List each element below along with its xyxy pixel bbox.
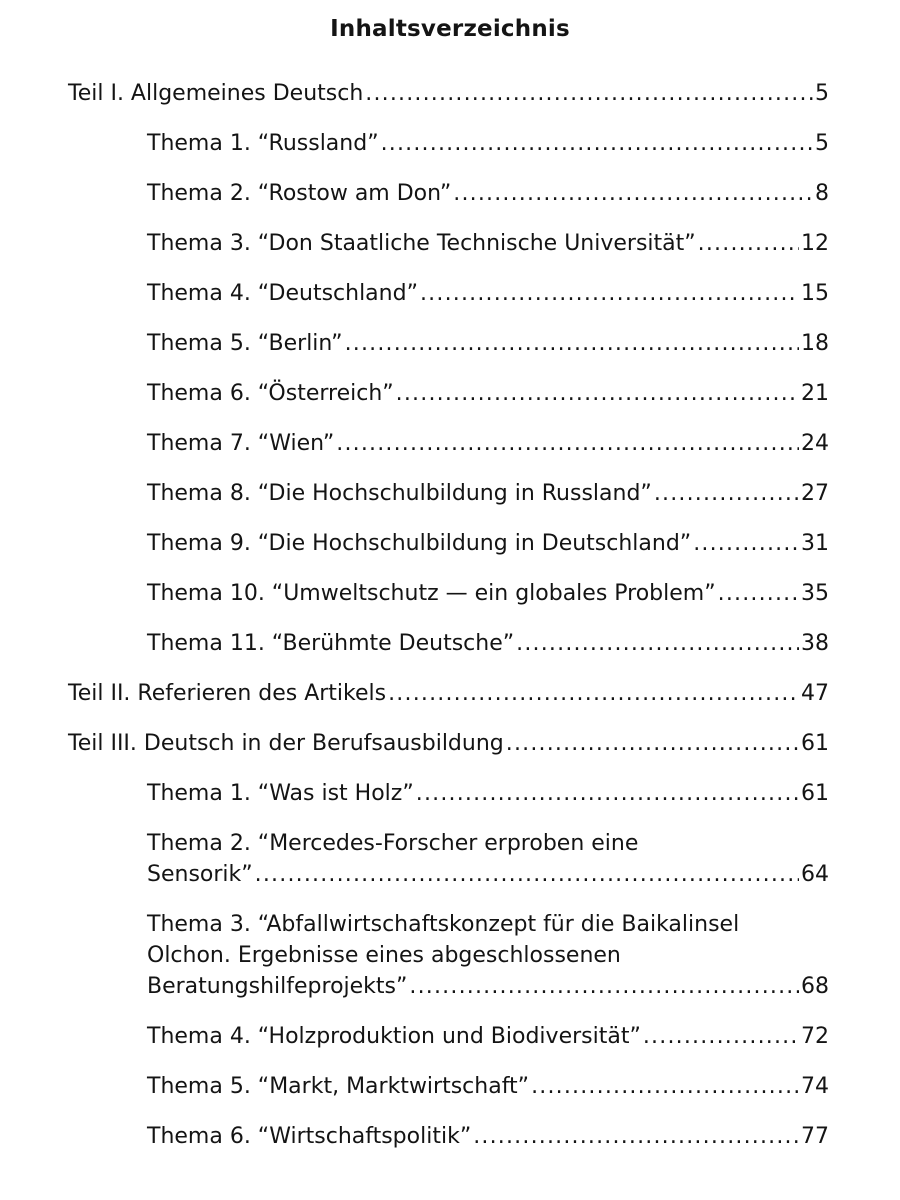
toc-page-number: 61 — [801, 781, 829, 806]
toc-entry-teil — [68, 78, 829, 109]
toc-entry-thema — [147, 909, 829, 1002]
toc-entry-line — [147, 478, 829, 509]
toc-entry-title: Thema 1. “Russland” — [147, 131, 379, 156]
dot-leader — [718, 578, 799, 609]
toc-entry-line — [147, 278, 829, 309]
toc-entry-teil — [68, 728, 829, 759]
toc-entry-thema — [147, 828, 829, 890]
page-title: Inhaltsverzeichnis — [330, 16, 570, 42]
dot-leader — [473, 1121, 799, 1152]
toc-entry-thema — [147, 178, 829, 209]
toc-entry-title-line: Thema 3. “Abfallwirtschaftskonzept für die Baikalinsel — [147, 912, 740, 937]
toc-entry-title-line: Thema 2. “Mercedes-Forscher erproben eine — [147, 831, 639, 856]
toc-page-number: 21 — [801, 381, 829, 406]
toc-entry-thema — [147, 778, 829, 809]
dot-leader — [336, 428, 799, 459]
toc-entry-thema — [147, 1021, 829, 1052]
toc-entry-thema — [147, 228, 829, 259]
dot-leader — [381, 128, 813, 159]
toc-entry-line — [147, 971, 829, 1002]
toc-entry-title: Thema 2. “Rostow am Don” — [147, 181, 452, 206]
dot-leader — [420, 278, 799, 309]
toc-entry-title: Thema 4. “Deutschland” — [147, 281, 418, 306]
toc-entry-thema — [147, 328, 829, 359]
toc-entry-line — [147, 528, 829, 559]
toc-entry-thema — [147, 578, 829, 609]
toc-entry-thema — [147, 378, 829, 409]
toc-page-number: 8 — [815, 181, 829, 206]
toc-page-number: 38 — [801, 631, 829, 656]
toc-entry-thema — [147, 478, 829, 509]
toc-entry-title: Thema 11. “Berühmte Deutsche” — [147, 631, 515, 656]
toc-entry-title: Thema 7. “Wien” — [147, 431, 335, 456]
toc-entry-title: Thema 6. “Wirtschaftspolitik” — [147, 1124, 472, 1149]
dot-leader — [506, 728, 799, 759]
toc-page-number: 61 — [801, 731, 829, 756]
toc-entry-line — [68, 728, 829, 759]
dot-leader — [698, 228, 799, 259]
dot-leader — [693, 528, 799, 559]
toc-entry-title: Thema 6. “Österreich” — [147, 381, 394, 406]
dot-leader — [654, 478, 799, 509]
toc-entry-line — [147, 428, 829, 459]
toc-entry-title: Thema 8. “Die Hochschulbildung in Russland” — [147, 481, 652, 506]
toc-entry-line — [147, 1071, 829, 1102]
toc-entry-title: Teil II. Referieren des Artikels — [68, 681, 387, 706]
toc-entry-title: Sensorik” — [147, 862, 253, 887]
dot-leader — [255, 859, 799, 890]
toc-entry-line — [147, 228, 829, 259]
toc-entry-line — [147, 1021, 829, 1052]
toc-page-number: 27 — [801, 481, 829, 506]
toc-entry-line — [147, 1121, 829, 1152]
dot-leader — [365, 78, 813, 109]
toc-entry-title: Beratungshilfeprojekts” — [147, 974, 408, 999]
dot-leader — [409, 971, 799, 1002]
toc-entry-title: Thema 1. “Was ist Holz” — [147, 781, 414, 806]
toc-page-number: 77 — [801, 1124, 829, 1149]
dot-leader — [396, 378, 799, 409]
toc-entry-thema — [147, 628, 829, 659]
toc-entry-thema — [147, 278, 829, 309]
toc-entry-title: Thema 4. “Holzproduktion und Biodiversität” — [147, 1024, 641, 1049]
dot-leader — [388, 678, 799, 709]
dot-leader — [516, 628, 799, 659]
toc-entry-title: Teil III. Deutsch in der Berufsausbildung — [68, 731, 504, 756]
toc-entry-line — [147, 178, 829, 209]
toc-entry-title: Thema 9. “Die Hochschulbildung in Deutschland” — [147, 531, 692, 556]
toc-page-number: 24 — [801, 431, 829, 456]
toc-page-number: 5 — [815, 81, 829, 106]
toc-entry-title: Thema 5. “Berlin” — [147, 331, 343, 356]
toc-entry-teil — [68, 678, 829, 709]
toc-entry-thema — [147, 128, 829, 159]
table-of-contents — [0, 78, 900, 1171]
toc-entry-line — [147, 628, 829, 659]
toc-page-number: 31 — [801, 531, 829, 556]
toc-page-number: 64 — [801, 862, 829, 887]
toc-entry-thema — [147, 1121, 829, 1152]
toc-entry-title: Teil I. Allgemeines Deutsch — [68, 81, 364, 106]
toc-entry-title: Thema 5. “Markt, Marktwirtschaft” — [147, 1074, 530, 1099]
dot-leader — [531, 1071, 799, 1102]
toc-entry-line — [68, 678, 829, 709]
toc-page-number: 68 — [801, 974, 829, 999]
toc-entry-line — [147, 128, 829, 159]
toc-page-number: 18 — [801, 331, 829, 356]
toc-entry-line — [147, 578, 829, 609]
toc-entry-title: Thema 10. “Umweltschutz — ein globales Problem” — [147, 581, 716, 606]
toc-page-number: 15 — [801, 281, 829, 306]
toc-entry-line — [147, 378, 829, 409]
dot-leader — [453, 178, 813, 209]
toc-entry-line — [147, 859, 829, 890]
toc-entry-line — [147, 778, 829, 809]
toc-entry-line — [68, 78, 829, 109]
toc-page-number: 74 — [801, 1074, 829, 1099]
toc-page-number: 72 — [801, 1024, 829, 1049]
toc-page-number: 47 — [801, 681, 829, 706]
toc-page-number: 35 — [801, 581, 829, 606]
toc-entry-thema — [147, 528, 829, 559]
toc-entry-title-line: Olchon. Ergebnisse eines abgeschlossenen — [147, 943, 621, 968]
toc-page-number: 5 — [815, 131, 829, 156]
toc-page-number: 12 — [801, 231, 829, 256]
toc-entry-line — [147, 328, 829, 359]
toc-entry-thema — [147, 1071, 829, 1102]
dot-leader — [416, 778, 799, 809]
toc-entry-thema — [147, 428, 829, 459]
toc-entry-title: Thema 3. “Don Staatliche Technische Universität” — [147, 231, 696, 256]
dot-leader — [643, 1021, 799, 1052]
dot-leader — [345, 328, 799, 359]
